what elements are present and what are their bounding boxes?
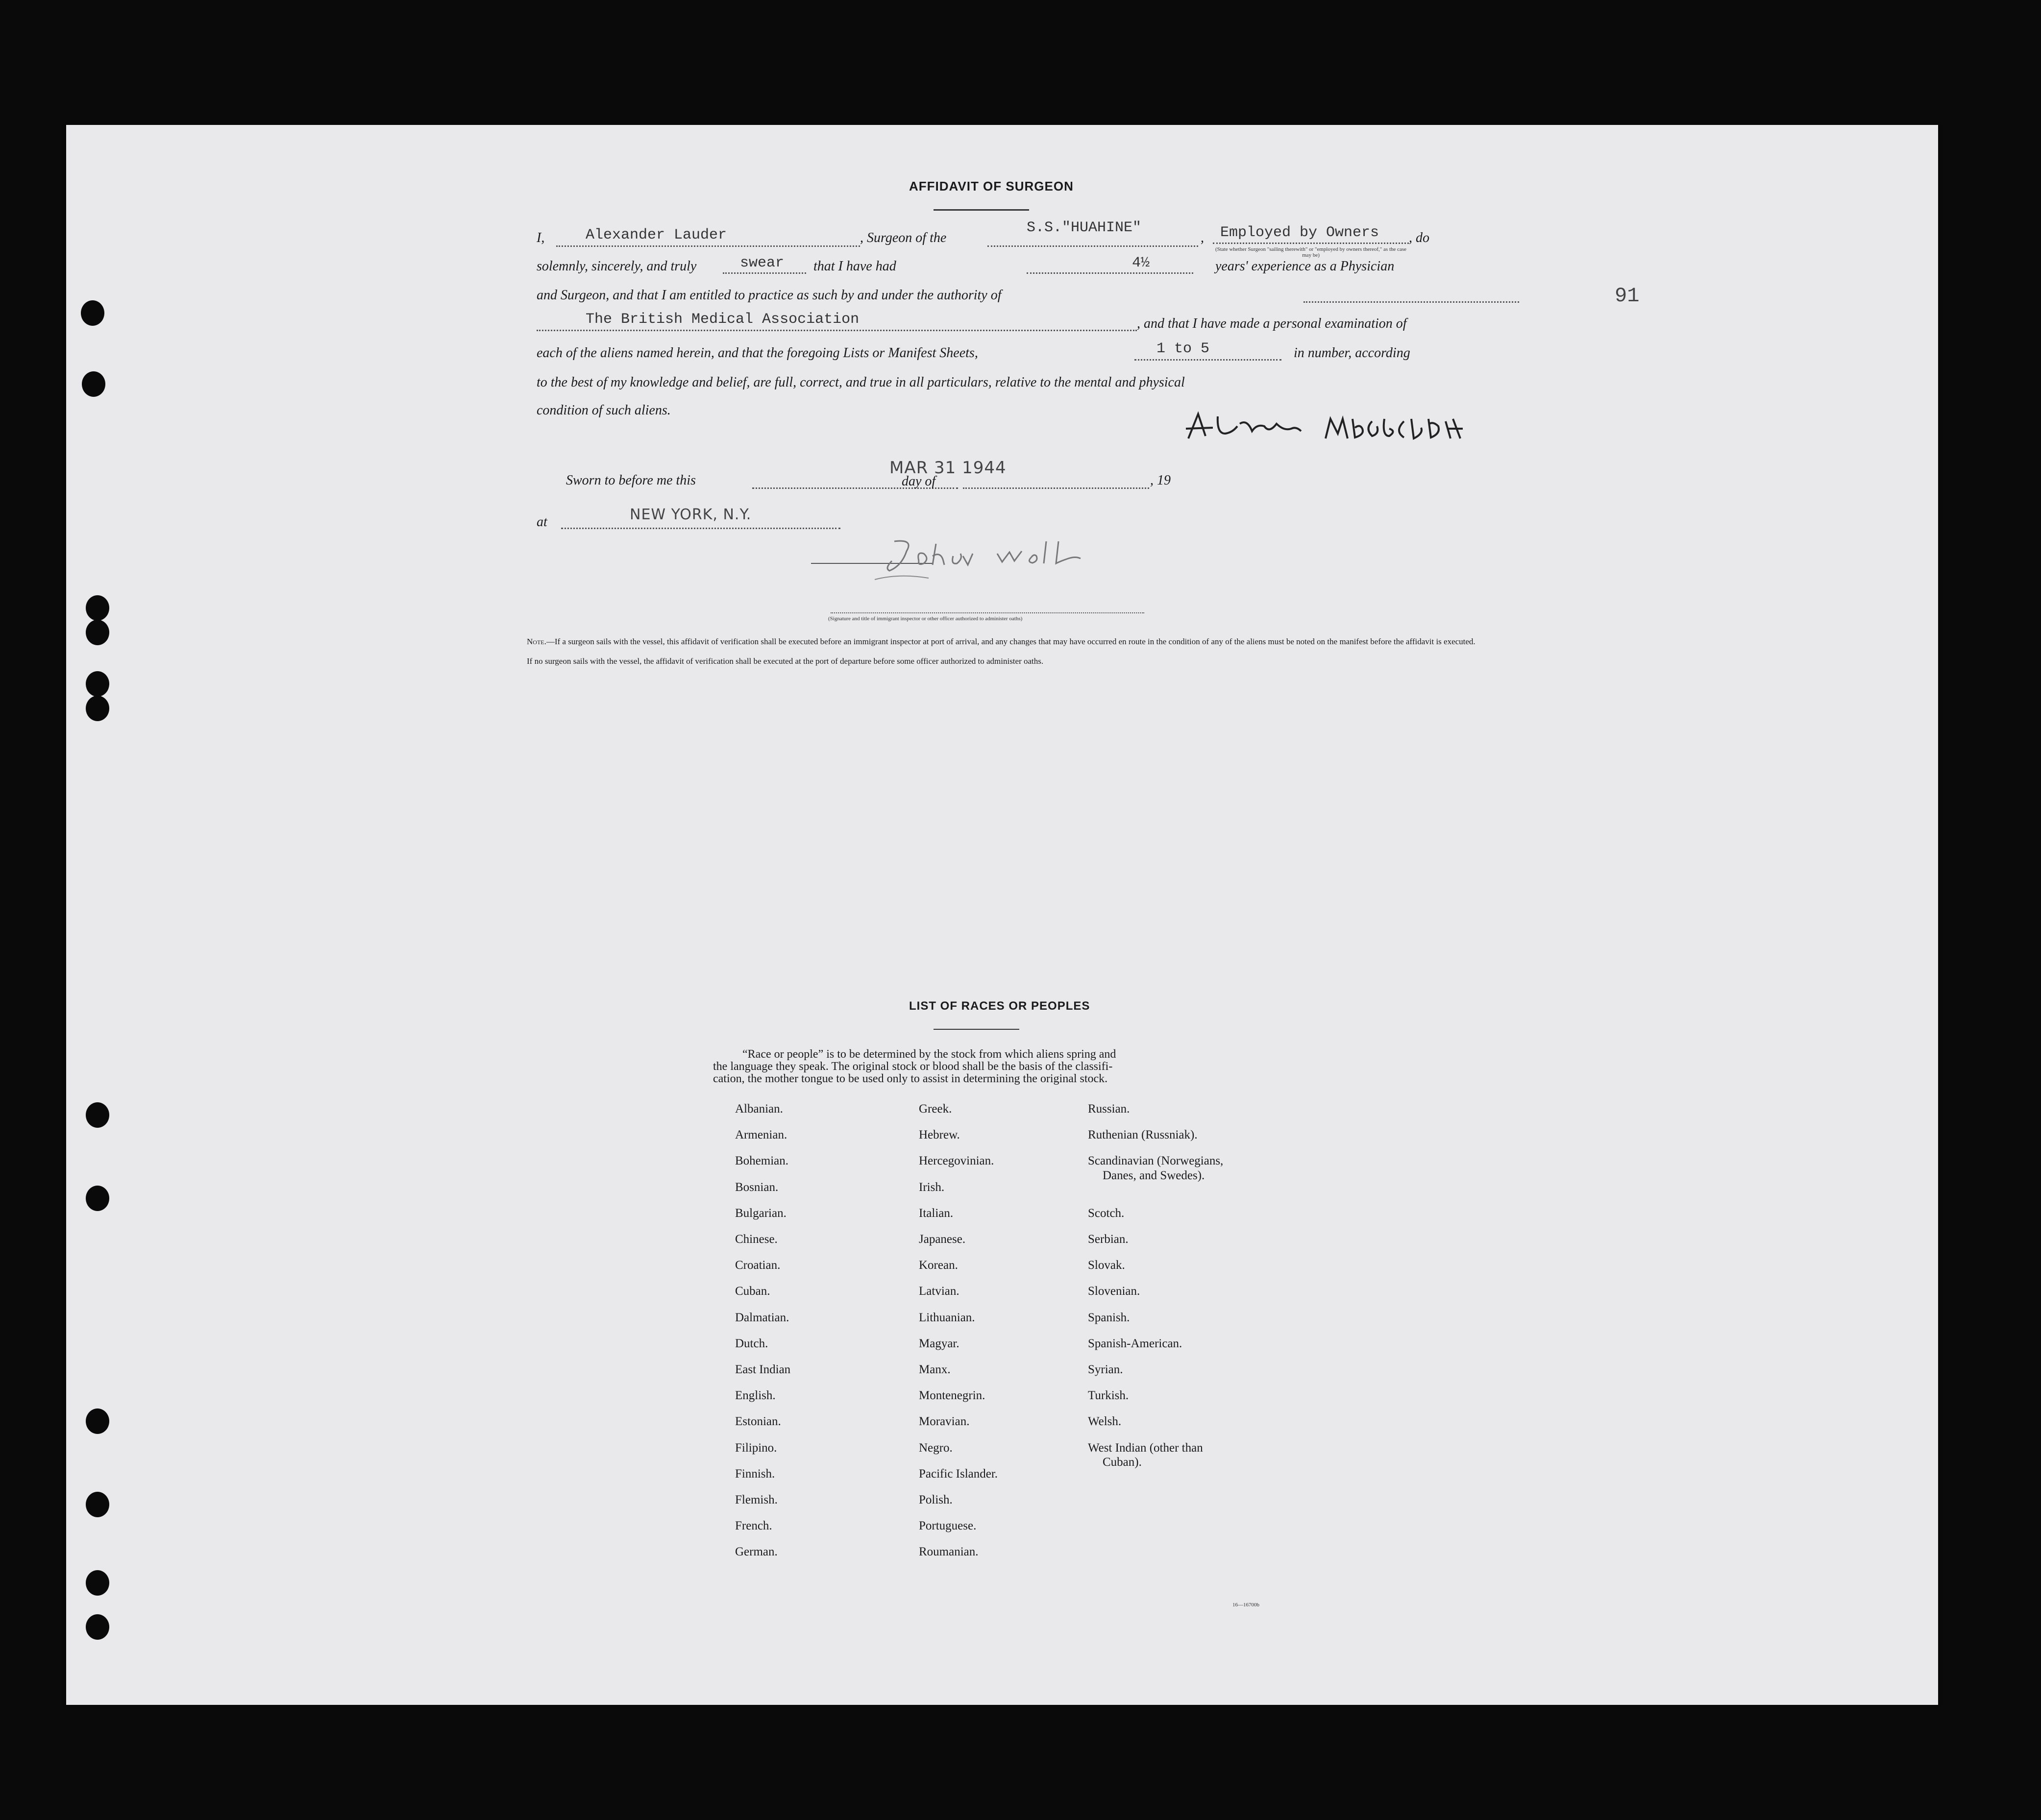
race-item: English. xyxy=(735,1389,776,1402)
race-item: Croatian. xyxy=(735,1259,781,1272)
inspector-signature-line xyxy=(831,612,1144,613)
race-item: Negro. xyxy=(919,1441,953,1455)
race-item: Moravian. xyxy=(919,1415,970,1428)
races-title: LIST OF RACES OR PEOPLES xyxy=(909,999,1090,1013)
race-item: Pacific Islander. xyxy=(919,1467,998,1480)
race-item: Italian. xyxy=(919,1207,954,1220)
race-item: Portuguese. xyxy=(919,1519,977,1532)
affidavit-note xyxy=(527,637,1526,647)
race-item: Dutch. xyxy=(735,1337,768,1350)
race-item: Slovenian. xyxy=(1088,1285,1140,1298)
race-item: Russian. xyxy=(1088,1102,1130,1116)
race-item: French. xyxy=(735,1519,772,1532)
punch-hole xyxy=(86,1570,109,1596)
affidavit-note-2: If no surgeon sails with the vessel, the affidavit of verification shall be executed at the port of departure before some officer authorized to administer oaths. xyxy=(527,656,1044,666)
race-item: Bosnian. xyxy=(735,1181,779,1194)
line2-pre: solemnly, sincerely, and truly xyxy=(537,259,697,274)
race-item: Montenegrin. xyxy=(919,1389,985,1402)
punch-hole xyxy=(81,300,104,326)
race-item: Scandinavian (Norwegians, xyxy=(1088,1154,1224,1167)
races-title-underline xyxy=(934,1029,1019,1030)
punch-hole xyxy=(86,1408,109,1434)
race-item: Scotch. xyxy=(1088,1207,1125,1220)
form-number: 16—16700b xyxy=(1232,1602,1259,1608)
year-prefix: , 19 xyxy=(1150,473,1171,488)
sworn-pre: Sworn to before me this xyxy=(566,473,696,488)
intro-line: cation, the mother tongue to be used only to assist in determining the original stock. xyxy=(713,1072,1108,1085)
race-item: Welsh. xyxy=(1088,1415,1122,1428)
race-item: Cuban. xyxy=(735,1285,770,1298)
race-item: Bohemian. xyxy=(735,1154,789,1167)
authority-line xyxy=(537,330,1137,331)
line4-end: , and that I have made a personal examination of xyxy=(1137,316,1407,331)
race-item: Lithuanian. xyxy=(919,1311,975,1324)
signature-caption: (Signature and title of immigrant inspector or other officer authorized to administer oaths) xyxy=(828,616,1023,622)
place-stamp: NEW YORK, N.Y. xyxy=(630,506,752,523)
line1-mid: , Surgeon of the xyxy=(860,230,947,245)
punch-hole xyxy=(86,696,109,721)
race-item: Chinese. xyxy=(735,1233,778,1246)
race-item: Cuban). xyxy=(1103,1456,1142,1469)
inspector-signature xyxy=(801,532,1134,585)
punch-hole xyxy=(86,595,109,621)
race-item: Polish. xyxy=(919,1493,953,1506)
race-item: Finnish. xyxy=(735,1467,775,1480)
place-line xyxy=(561,528,840,529)
line5-end: in number, according xyxy=(1294,345,1410,361)
day-of: day of xyxy=(902,474,936,489)
licensing-authority: The British Medical Association xyxy=(586,311,860,328)
intro-line: “Race or people” is to be determined by the stock from which aliens spring and xyxy=(742,1048,1116,1061)
race-item: Irish. xyxy=(919,1181,945,1194)
line7: condition of such aliens. xyxy=(537,403,671,418)
race-item: Japanese. xyxy=(919,1233,966,1246)
surgeon-name-line xyxy=(556,245,860,247)
race-item: Serbian. xyxy=(1088,1233,1129,1246)
race-item: Estonian. xyxy=(735,1415,781,1428)
race-item: Filipino. xyxy=(735,1441,777,1455)
sworn-month-line xyxy=(963,487,1149,489)
race-item: East Indian xyxy=(735,1363,791,1376)
note-label: Note. xyxy=(527,637,546,646)
race-item: Greek. xyxy=(919,1102,952,1116)
line3-fill xyxy=(1303,301,1519,303)
race-item: Hercegovinian. xyxy=(919,1154,994,1167)
line5-pre: each of the aliens named herein, and that the foregoing Lists or Manifest Sheets, xyxy=(537,345,978,361)
title-underline xyxy=(934,209,1029,211)
race-item: Armenian. xyxy=(735,1128,787,1141)
race-item: German. xyxy=(735,1545,778,1558)
note-text: —If a surgeon sails with the vessel, this affidavit of verification shall be executed before an immigrant inspector at port of arrival, and any changes that may have occurred en route in the condition of any of the aliens must be noted on the manifest before the affidavit is executed. xyxy=(546,637,1475,646)
race-item: Roumanian. xyxy=(919,1545,979,1558)
sheets-line xyxy=(1134,359,1281,361)
vessel-name: S.S."HUAHINE" xyxy=(1027,219,1142,236)
employment-line xyxy=(1213,243,1409,244)
race-item: Manx. xyxy=(919,1363,951,1376)
employment-note: (State whether Surgeon "sailing therewith" or "employed by owners thereof," as the case may be) xyxy=(1215,246,1407,258)
race-item: Syrian. xyxy=(1088,1363,1123,1376)
vessel-name-line xyxy=(987,245,1198,247)
race-item: Hebrew. xyxy=(919,1128,960,1141)
race-item: Korean. xyxy=(919,1259,958,1272)
date-stamp: MAR 31 1944 xyxy=(889,458,1007,478)
line6: to the best of my knowledge and belief, are full, correct, and true in all particulars, relative to the mental and physical xyxy=(537,375,1185,390)
race-item: Slovak. xyxy=(1088,1259,1125,1272)
races-intro xyxy=(713,1048,1116,1085)
years-experience: 4½ xyxy=(1132,255,1150,271)
punch-hole xyxy=(86,620,109,645)
line3: and Surgeon, and that I am entitled to practice as such by and under the authority of xyxy=(537,288,1002,303)
race-item: Spanish. xyxy=(1088,1311,1130,1324)
line2-mid: that I have had xyxy=(813,259,896,274)
line1-end: , do xyxy=(1409,230,1429,245)
employment-status: Employed by Owners xyxy=(1220,224,1379,241)
oath-line xyxy=(723,272,806,274)
punch-hole xyxy=(86,1614,109,1640)
affidavit-title: AFFIDAVIT OF SURGEON xyxy=(909,179,1074,194)
manifest-sheets: 1 to 5 xyxy=(1156,340,1210,357)
race-item: Albanian. xyxy=(735,1102,783,1116)
at-label: at xyxy=(537,514,547,530)
race-item: West Indian (other than xyxy=(1088,1441,1203,1455)
race-item: Danes, and Swedes). xyxy=(1103,1169,1205,1182)
race-item: Ruthenian (Russniak). xyxy=(1088,1128,1198,1141)
intro-line: the language they speak. The original stock or blood shall be the basis of the classifi- xyxy=(713,1060,1113,1073)
race-item: Latvian. xyxy=(919,1285,959,1298)
document-page xyxy=(66,125,1938,1705)
race-item: Dalmatian. xyxy=(735,1311,789,1324)
punch-hole xyxy=(82,371,105,397)
surgeon-name: Alexander Lauder xyxy=(586,227,727,243)
line1-comma: , xyxy=(1201,230,1204,245)
race-item: Bulgarian. xyxy=(735,1207,787,1220)
surgeon-signature xyxy=(1179,404,1522,448)
punch-hole xyxy=(86,671,109,697)
page-number: 91 xyxy=(1615,284,1640,308)
line2-end: years' experience as a Physician xyxy=(1215,259,1395,274)
punch-hole xyxy=(86,1186,109,1211)
race-item: Flemish. xyxy=(735,1493,778,1506)
line1-pre: I, xyxy=(537,230,545,245)
oath-type: swear xyxy=(740,255,785,271)
punch-hole xyxy=(86,1102,109,1128)
race-item: Turkish. xyxy=(1088,1389,1129,1402)
years-line xyxy=(1027,272,1193,274)
punch-hole xyxy=(86,1492,109,1517)
race-item: Magyar. xyxy=(919,1337,959,1350)
race-item: Spanish-American. xyxy=(1088,1337,1182,1350)
